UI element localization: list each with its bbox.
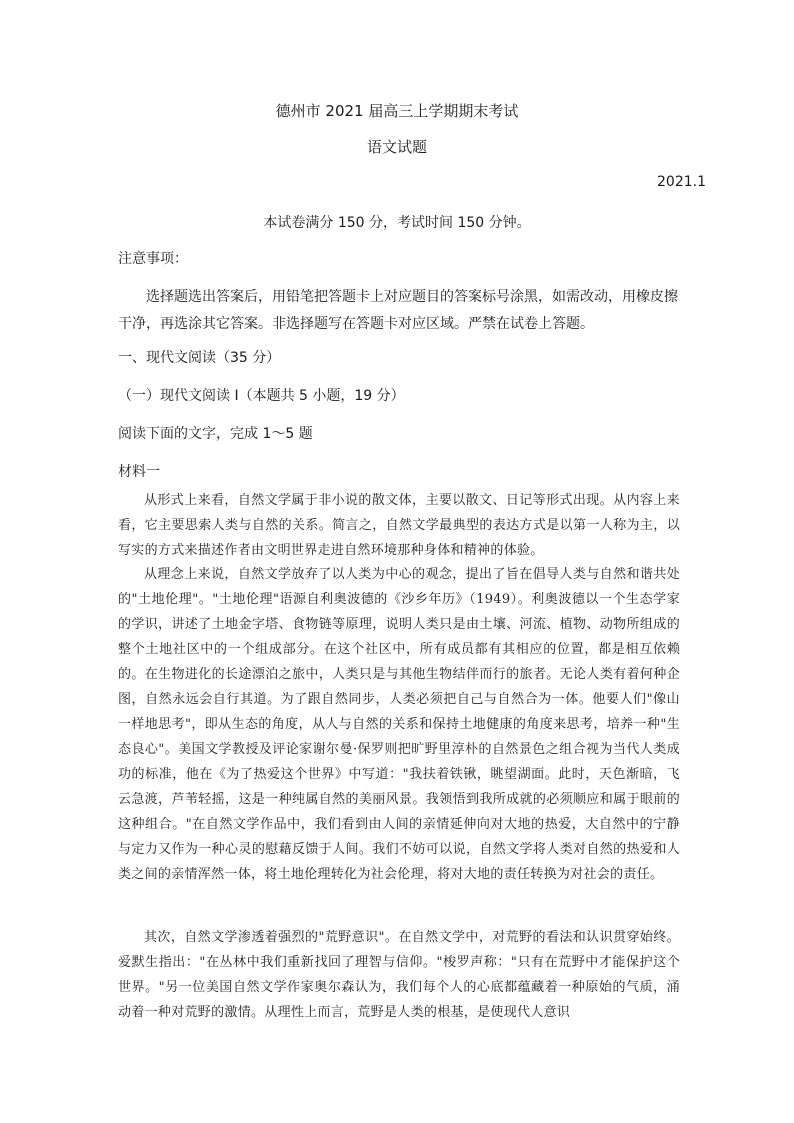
material-paragraph-2: 从理念上来说，自然文学放弃了以人类为中心的观念，提出了旨在倡导人类与自然和谐共处的"土地伦理"。"土地伦理"语源自利奥波德的《沙乡年历》（1949）。利奥波德以一个生态学家的学识，讲述了土地金字塔、食物链等原理，说明人类只是由土壤、河流、植物、动物所组成的整个土地社区中的一个组成部分。在这个社区中，所有成员都有其相应的位置，都是相互依赖的。在生物进化的长途漂泊之旅中，人类只是与其他生物结伴而行的旅者。无论人类有着何种企图，自然永远会自行其道。为了跟自然同步，人类必须把自己与自然合为一体。他要人们"像山一样地思考"，即从生态的角度，从人与自然的关系和保持土地健康的角度来思考，培养一种"生态良心"。美国文学教授及评论家谢尔曼·保罗则把旷野里淳朴的自然景色之组合视为当代人类成功的标准，他在《为了热爱这个世界》中写道："我扶着铁锹，眺望湖面。此时，天色渐暗，飞云急渡，芦苇轻摇，这是一种纯属自然的美丽风景。我领悟到我所成就的必须顺应和属于眼前的这种组合。"在自然文学作品中，我们看到由人间的亲情延伸向对大地的热爱，大自然中的宁静与定力又作为一种心灵的慰藉反馈于人间。我们不妨可以说，自然文学将人类对自然的热爱和人类之间的亲情浑然一体，将土地伦理转化为社会伦理，将对大地的责任转换为对社会的责任。 xyxy=(118,567,680,882)
material-paragraph-3: 其次，自然文学渗透着强烈的"荒野意识"。在自然文学中，对荒野的看法和认识贯穿始终。爱默生指出："在丛林中我们重新找回了理智与信仰。"梭罗声称："只有在荒野中才能保护这个世界。"另一位美国自然文学作家奥尔森认为，我们每个人的心底都蕴藏着一种原始的气质，涌动着一种对荒野的激情。从理性上而言，荒野是人类的根基，是使现代人意识 xyxy=(118,930,680,1020)
notice-body: 选择题选出答案后，用铅笔把答题卡上对应题目的答案标号涂黑，如需改动，用橡皮擦干净，再选涂其它答案。非选择题写在答题卡对应区域。严禁在试卷上答题。 xyxy=(118,289,678,332)
section-heading: 一、现代文阅读（35 分） xyxy=(118,350,281,366)
exam-title: 德州市 2021 届高三上学期期末考试 xyxy=(275,102,519,120)
exam-subtitle: 语文试题 xyxy=(366,138,427,156)
reading-instruction: 阅读下面的文字，完成 1～5 题 xyxy=(118,426,313,442)
exam-intro: 本试卷满分 150 分，考试时间 150 分钟。 xyxy=(263,215,531,231)
material-label: 材料一 xyxy=(118,464,160,480)
exam-date: 2021.1 xyxy=(657,174,706,190)
notice-heading: 注意事项： xyxy=(118,251,188,267)
material-paragraph-1: 从形式上来看，自然文学属于非小说的散文体，主要以散文、日记等形式出现。从内容上来看，它主要思索人类与自然的关系。简言之，自然文学最典型的表达方式是以第一人称为主，以写实的方式来描述作者由文明世界走进自然环境那种身体和精神的体验。 xyxy=(118,493,680,558)
section-subheading: （一）现代文阅读 I（本题共 5 小题，19 分） xyxy=(118,388,405,404)
